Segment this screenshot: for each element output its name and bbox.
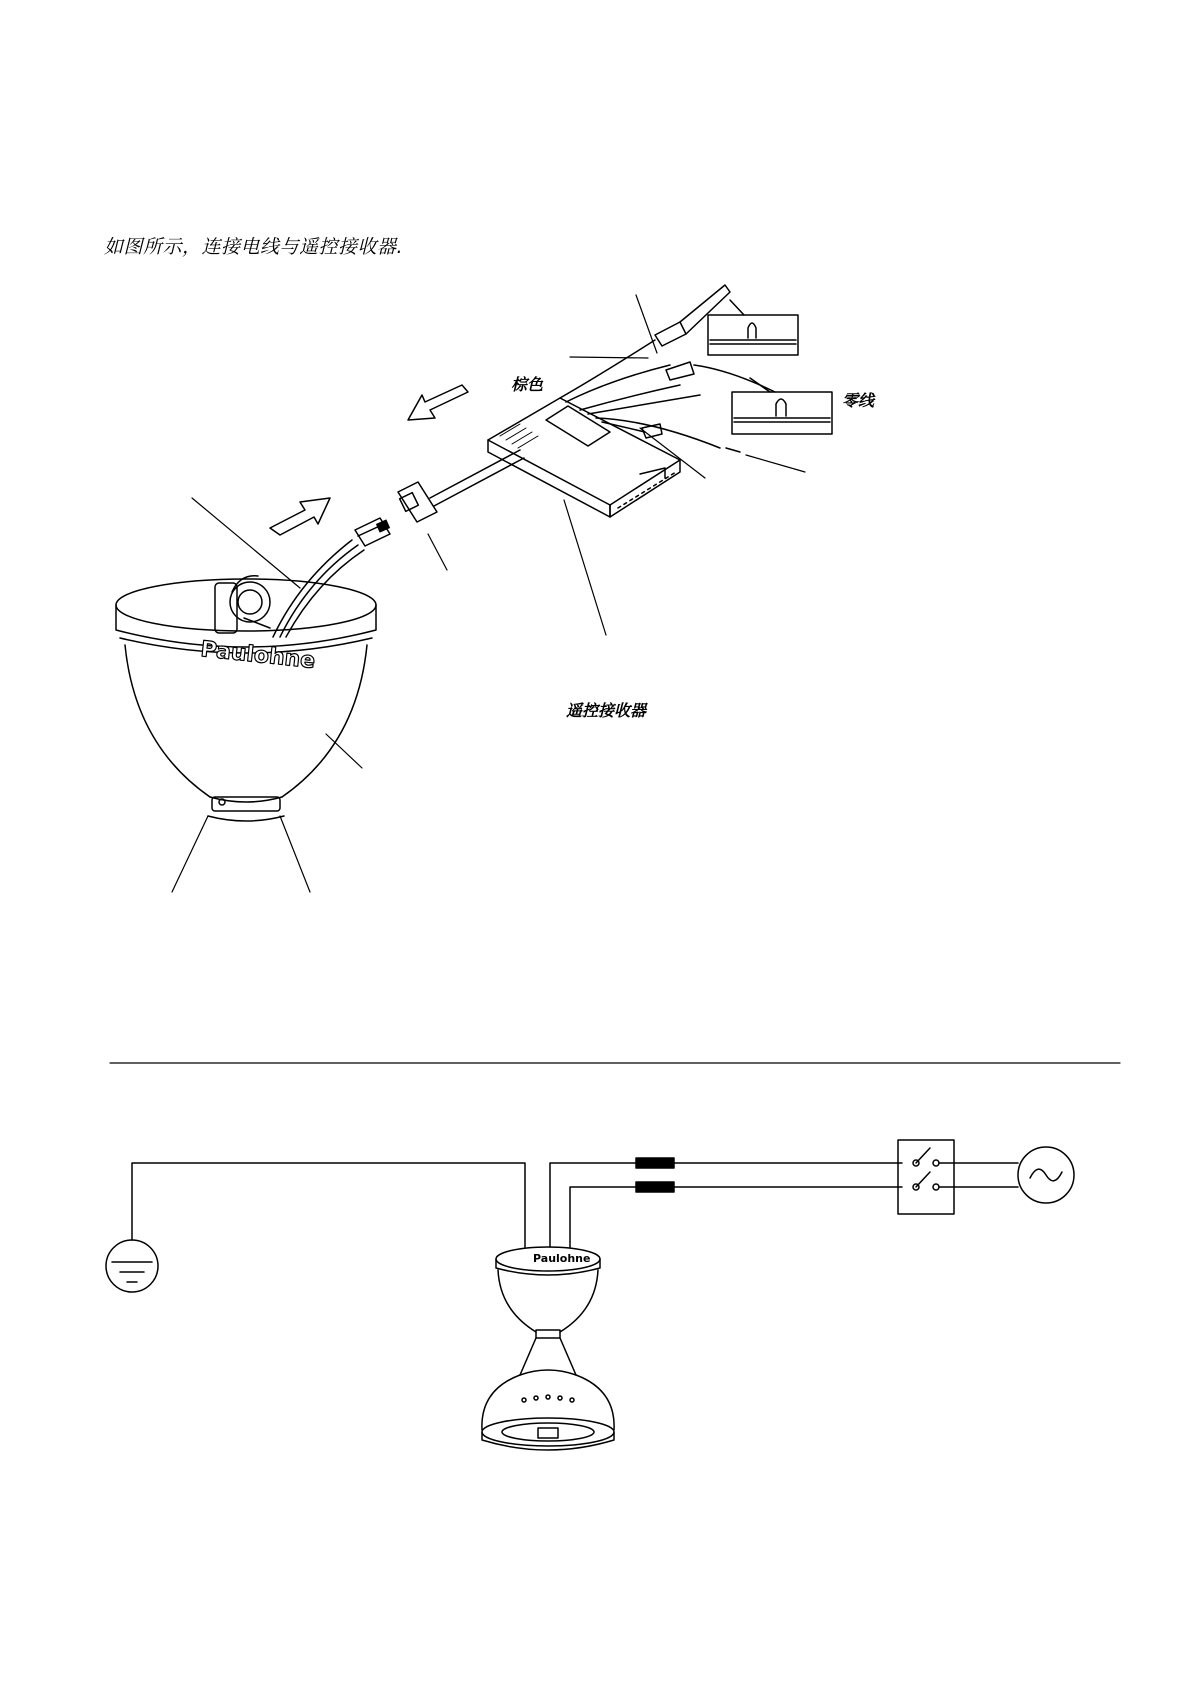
wire-nut-markers (636, 1158, 674, 1192)
schematic-fan-motor (482, 1338, 614, 1450)
schematic-brand-text: Paulohne (533, 1252, 591, 1265)
double-switch-icon (898, 1140, 954, 1214)
ground-symbol-icon (106, 1240, 158, 1292)
receiver-label: 遥控接收器 (566, 701, 647, 720)
ground-wire (132, 1163, 525, 1247)
ac-power-source-icon (1018, 1147, 1074, 1203)
mounting-bracket (215, 576, 270, 633)
remote-receiver-box (488, 398, 680, 517)
leader-lines (172, 295, 805, 892)
canopy-brand-text: Paulohne (199, 637, 317, 674)
wire-splices (642, 285, 775, 452)
canopy-bowl (116, 579, 376, 821)
brown-wire-label: 棕色 (511, 375, 544, 394)
receiver-output-wires (560, 340, 720, 448)
switch-to-source-wires (939, 1163, 1018, 1187)
female-connector (398, 482, 437, 522)
inset-detail-bottom (732, 378, 832, 434)
inset-detail-top (708, 300, 798, 355)
canopy-wires (273, 540, 364, 637)
direction-arrow-right (270, 498, 330, 535)
instruction-text: 如图所示，连接电线与遥控接收器. (104, 236, 404, 258)
supply-wires (550, 1163, 902, 1247)
neutral-wire-label: 零线 (842, 391, 875, 410)
male-connector (355, 518, 390, 546)
connector-wires (430, 450, 524, 506)
direction-arrow-left (408, 385, 468, 420)
